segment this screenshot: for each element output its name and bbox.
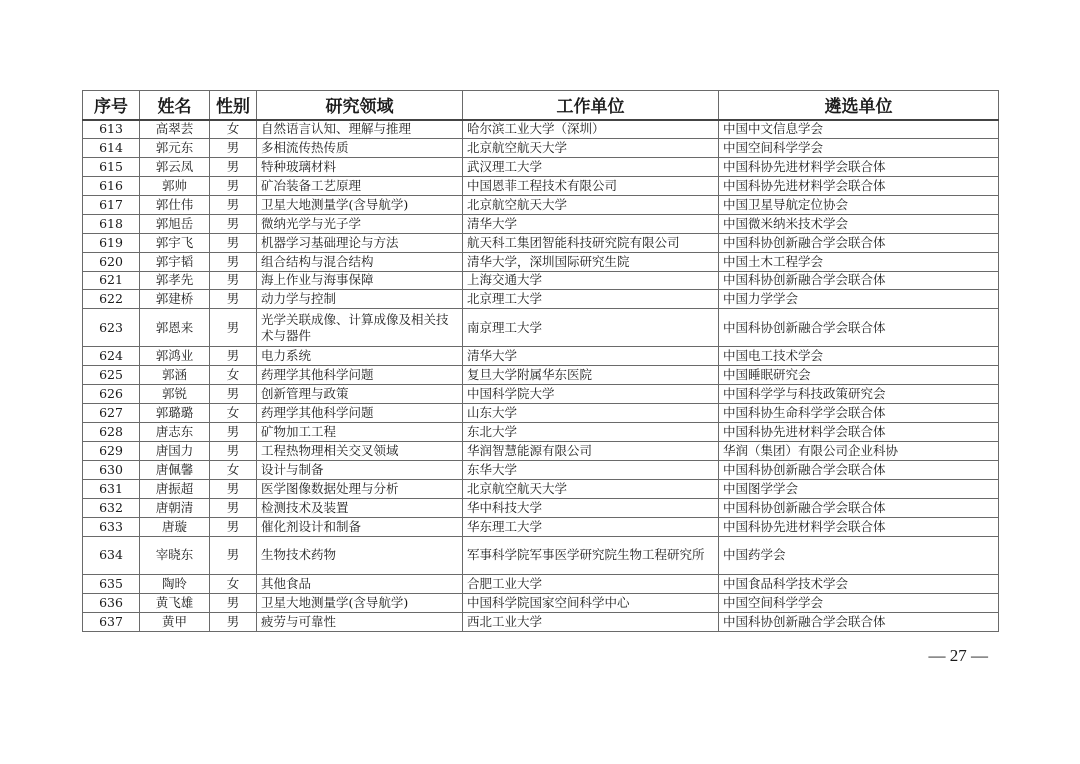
cell-work-unit: 清华大学 <box>463 214 719 233</box>
cell-research-field: 创新管理与政策 <box>257 385 463 404</box>
table-row <box>83 120 999 139</box>
cell-nominating-unit: 中国科协创新融合学会联合体 <box>719 271 999 290</box>
cell-serial-no: 614 <box>83 138 140 157</box>
cell-research-field: 卫星大地测量学(含导航学) <box>257 593 463 612</box>
cell-serial-no: 616 <box>83 176 140 195</box>
table-row <box>83 498 999 517</box>
header-serial-no: 序号 <box>83 91 140 120</box>
cell-research-field: 海上作业与海事保障 <box>257 271 463 290</box>
cell-serial-no: 621 <box>83 271 140 290</box>
cell-name: 郭建桥 <box>140 290 210 309</box>
cell-research-field: 医学图像数据处理与分析 <box>257 479 463 498</box>
cell-work-unit: 东华大学 <box>463 461 719 480</box>
cell-work-unit: 清华大学，深圳国际研究生院 <box>463 252 719 271</box>
cell-nominating-unit: 中国科协生命科学学会联合体 <box>719 404 999 423</box>
cell-serial-no: 636 <box>83 593 140 612</box>
cell-research-field: 机器学习基础理论与方法 <box>257 233 463 252</box>
cell-work-unit: 武汉理工大学 <box>463 157 719 176</box>
table-row <box>83 366 999 385</box>
cell-name: 郭涵 <box>140 366 210 385</box>
cell-serial-no: 617 <box>83 195 140 214</box>
cell-research-field: 微纳光学与光子学 <box>257 214 463 233</box>
cell-work-unit: 中国科学院大学 <box>463 385 719 404</box>
cell-serial-no: 633 <box>83 517 140 536</box>
cell-serial-no: 626 <box>83 385 140 404</box>
cell-serial-no: 625 <box>83 366 140 385</box>
cell-gender: 女 <box>210 366 257 385</box>
cell-work-unit: 南京理工大学 <box>463 309 719 347</box>
table-row <box>83 517 999 536</box>
cell-name: 郭鸿业 <box>140 347 210 366</box>
table-row <box>83 574 999 593</box>
cell-name: 高翠芸 <box>140 120 210 139</box>
cell-work-unit: 中国恩菲工程技术有限公司 <box>463 176 719 195</box>
table-row <box>83 138 999 157</box>
cell-work-unit: 北京理工大学 <box>463 290 719 309</box>
cell-name: 郭孝先 <box>140 271 210 290</box>
cell-work-unit: 中国科学院国家空间科学中心 <box>463 593 719 612</box>
cell-gender: 男 <box>210 309 257 347</box>
cell-work-unit: 东北大学 <box>463 423 719 442</box>
cell-name: 陶昤 <box>140 574 210 593</box>
table-row <box>83 423 999 442</box>
cell-name: 郭恩来 <box>140 309 210 347</box>
cell-name: 郭锐 <box>140 385 210 404</box>
table-row <box>83 404 999 423</box>
cell-nominating-unit: 中国科协创新融合学会联合体 <box>719 612 999 631</box>
cell-name: 唐国力 <box>140 442 210 461</box>
table-row <box>83 233 999 252</box>
cell-serial-no: 618 <box>83 214 140 233</box>
cell-name: 黄甲 <box>140 612 210 631</box>
header-work-unit: 工作单位 <box>463 91 719 120</box>
table-row <box>83 252 999 271</box>
cell-gender: 男 <box>210 479 257 498</box>
cell-gender: 男 <box>210 290 257 309</box>
table-row <box>83 347 999 366</box>
cell-nominating-unit: 中国科协创新融合学会联合体 <box>719 309 999 347</box>
header-name: 姓名 <box>140 91 210 120</box>
cell-serial-no: 632 <box>83 498 140 517</box>
cell-nominating-unit: 中国力学学会 <box>719 290 999 309</box>
cell-serial-no: 631 <box>83 479 140 498</box>
cell-serial-no: 637 <box>83 612 140 631</box>
cell-work-unit: 军事科学院军事医学研究院生物工程研究所 <box>463 536 719 574</box>
cell-work-unit: 北京航空航天大学 <box>463 195 719 214</box>
cell-work-unit: 清华大学 <box>463 347 719 366</box>
cell-name: 唐璇 <box>140 517 210 536</box>
cell-nominating-unit: 中国微米纳米技术学会 <box>719 214 999 233</box>
table-row <box>83 536 999 574</box>
cell-gender: 女 <box>210 120 257 139</box>
cell-research-field: 组合结构与混合结构 <box>257 252 463 271</box>
cell-work-unit: 华润智慧能源有限公司 <box>463 442 719 461</box>
cell-name: 郭宇飞 <box>140 233 210 252</box>
table-row <box>83 612 999 631</box>
cell-research-field: 自然语言认知、理解与推理 <box>257 120 463 139</box>
header-nominating-unit: 遴选单位 <box>719 91 999 120</box>
cell-nominating-unit: 中国科协先进材料学会联合体 <box>719 176 999 195</box>
cell-nominating-unit: 中国食品科学技术学会 <box>719 574 999 593</box>
table-row <box>83 309 999 347</box>
cell-nominating-unit: 中国科协创新融合学会联合体 <box>719 498 999 517</box>
cell-serial-no: 622 <box>83 290 140 309</box>
cell-work-unit: 山东大学 <box>463 404 719 423</box>
cell-gender: 男 <box>210 593 257 612</box>
cell-research-field: 疲劳与可靠性 <box>257 612 463 631</box>
cell-work-unit: 复旦大学附属华东医院 <box>463 366 719 385</box>
header-gender: 性别 <box>210 91 257 120</box>
cell-nominating-unit: 中国电工技术学会 <box>719 347 999 366</box>
cell-gender: 男 <box>210 612 257 631</box>
cell-research-field: 多相流传热传质 <box>257 138 463 157</box>
cell-name: 郭璐璐 <box>140 404 210 423</box>
cell-name: 郭帅 <box>140 176 210 195</box>
cell-work-unit: 华中科技大学 <box>463 498 719 517</box>
cell-nominating-unit: 华润（集团）有限公司企业科协 <box>719 442 999 461</box>
cell-research-field: 其他食品 <box>257 574 463 593</box>
cell-serial-no: 628 <box>83 423 140 442</box>
cell-research-field: 设计与制备 <box>257 461 463 480</box>
cell-gender: 男 <box>210 214 257 233</box>
cell-serial-no: 619 <box>83 233 140 252</box>
cell-research-field: 药理学其他科学问题 <box>257 404 463 423</box>
cell-work-unit: 华东理工大学 <box>463 517 719 536</box>
cell-nominating-unit: 中国科协创新融合学会联合体 <box>719 461 999 480</box>
cell-work-unit: 合肥工业大学 <box>463 574 719 593</box>
cell-research-field: 检测技术及装置 <box>257 498 463 517</box>
cell-work-unit: 航天科工集团智能科技研究院有限公司 <box>463 233 719 252</box>
cell-serial-no: 613 <box>83 120 140 139</box>
cell-work-unit: 西北工业大学 <box>463 612 719 631</box>
table-row <box>83 385 999 404</box>
cell-work-unit: 上海交通大学 <box>463 271 719 290</box>
cell-nominating-unit: 中国空间科学学会 <box>719 138 999 157</box>
table-row <box>83 442 999 461</box>
cell-nominating-unit: 中国科协先进材料学会联合体 <box>719 517 999 536</box>
cell-name: 唐志东 <box>140 423 210 442</box>
cell-name: 郭云凤 <box>140 157 210 176</box>
cell-nominating-unit: 中国睡眠研究会 <box>719 366 999 385</box>
cell-research-field: 药理学其他科学问题 <box>257 366 463 385</box>
cell-name: 宰晓东 <box>140 536 210 574</box>
cell-gender: 男 <box>210 271 257 290</box>
table-row <box>83 593 999 612</box>
cell-research-field: 催化剂设计和制备 <box>257 517 463 536</box>
table-row <box>83 195 999 214</box>
cell-gender: 男 <box>210 423 257 442</box>
cell-gender: 男 <box>210 517 257 536</box>
cell-serial-no: 629 <box>83 442 140 461</box>
cell-gender: 男 <box>210 536 257 574</box>
cell-serial-no: 615 <box>83 157 140 176</box>
cell-name: 黄飞雄 <box>140 593 210 612</box>
cell-gender: 女 <box>210 461 257 480</box>
cell-name: 唐佩馨 <box>140 461 210 480</box>
cell-research-field: 卫星大地测量学(含导航学) <box>257 195 463 214</box>
table-row <box>83 290 999 309</box>
cell-nominating-unit: 中国空间科学学会 <box>719 593 999 612</box>
cell-research-field: 生物技术药物 <box>257 536 463 574</box>
cell-gender: 男 <box>210 347 257 366</box>
cell-gender: 男 <box>210 252 257 271</box>
cell-serial-no: 627 <box>83 404 140 423</box>
cell-research-field: 电力系统 <box>257 347 463 366</box>
cell-nominating-unit: 中国土木工程学会 <box>719 252 999 271</box>
cell-nominating-unit: 中国科学学与科技政策研究会 <box>719 385 999 404</box>
cell-name: 郭仕伟 <box>140 195 210 214</box>
cell-name: 唐振超 <box>140 479 210 498</box>
page-number: — 27 — <box>928 646 988 665</box>
cell-name: 唐朝清 <box>140 498 210 517</box>
candidate-table <box>82 90 999 632</box>
table-body <box>83 120 999 632</box>
cell-research-field: 工程热物理相关交叉领域 <box>257 442 463 461</box>
cell-research-field: 光学关联成像、计算成像及相关技术与器件 <box>257 309 463 347</box>
cell-gender: 女 <box>210 574 257 593</box>
table-header-row <box>83 91 999 120</box>
cell-nominating-unit: 中国图学学会 <box>719 479 999 498</box>
cell-gender: 男 <box>210 498 257 517</box>
table-row <box>83 176 999 195</box>
table-row <box>83 479 999 498</box>
header-research-field: 研究领域 <box>257 91 463 120</box>
cell-name: 郭旭岳 <box>140 214 210 233</box>
cell-work-unit: 哈尔滨工业大学（深圳） <box>463 120 719 139</box>
cell-serial-no: 635 <box>83 574 140 593</box>
cell-gender: 男 <box>210 442 257 461</box>
cell-research-field: 矿冶装备工艺原理 <box>257 176 463 195</box>
cell-serial-no: 624 <box>83 347 140 366</box>
cell-serial-no: 620 <box>83 252 140 271</box>
cell-nominating-unit: 中国药学会 <box>719 536 999 574</box>
cell-name: 郭元东 <box>140 138 210 157</box>
table-row <box>83 461 999 480</box>
cell-gender: 男 <box>210 233 257 252</box>
cell-research-field: 特种玻璃材料 <box>257 157 463 176</box>
cell-gender: 男 <box>210 176 257 195</box>
cell-serial-no: 630 <box>83 461 140 480</box>
cell-serial-no: 623 <box>83 309 140 347</box>
table-row <box>83 271 999 290</box>
cell-serial-no: 634 <box>83 536 140 574</box>
cell-nominating-unit: 中国科协创新融合学会联合体 <box>719 233 999 252</box>
cell-name: 郭宇韬 <box>140 252 210 271</box>
cell-research-field: 矿物加工工程 <box>257 423 463 442</box>
cell-gender: 男 <box>210 138 257 157</box>
cell-nominating-unit: 中国科协先进材料学会联合体 <box>719 423 999 442</box>
cell-gender: 女 <box>210 404 257 423</box>
cell-nominating-unit: 中国卫星导航定位协会 <box>719 195 999 214</box>
cell-gender: 男 <box>210 195 257 214</box>
cell-nominating-unit: 中国科协先进材料学会联合体 <box>719 157 999 176</box>
cell-nominating-unit: 中国中文信息学会 <box>719 120 999 139</box>
cell-research-field: 动力学与控制 <box>257 290 463 309</box>
cell-work-unit: 北京航空航天大学 <box>463 479 719 498</box>
cell-gender: 男 <box>210 385 257 404</box>
table-row <box>83 214 999 233</box>
table-row <box>83 157 999 176</box>
cell-gender: 男 <box>210 157 257 176</box>
cell-work-unit: 北京航空航天大学 <box>463 138 719 157</box>
